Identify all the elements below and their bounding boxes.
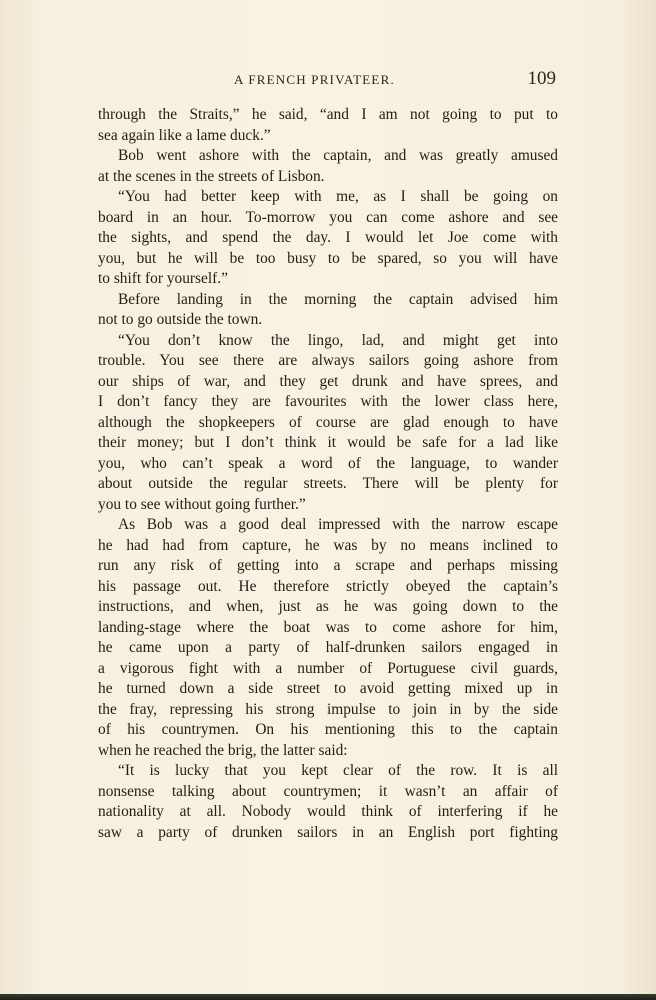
- text-line: the sights, and spend the day. I would let Joe come with: [98, 229, 558, 246]
- text-line: nationality at all. Nobody would think of interfering if he: [98, 803, 558, 820]
- body-text: [98, 105, 558, 843]
- text-line: when he reached the brig, the latter said:: [98, 741, 348, 759]
- running-head: [98, 68, 558, 92]
- text-line: nonsense talking about countrymen; it wasn’t an affair of: [98, 782, 558, 800]
- text-line: board in an hour. To-morrow you can come ashore and see: [98, 208, 558, 226]
- text-line: he turned down a side street to avoid getting mixed up in: [98, 680, 558, 697]
- text-line: Bob went ashore with the captain, and was greatly amused: [118, 147, 558, 164]
- text-line: trouble. You see there are always sailors going ashore from: [98, 352, 558, 369]
- text-line: landing-stage where the boat was to come ashore for him,: [98, 618, 558, 636]
- text-line: through the Straits,” he said, “and I am not going to put to: [98, 106, 558, 123]
- text-line: you to see without going further.”: [98, 495, 306, 513]
- text-line: instructions, and when, just as he was going down to the: [98, 598, 558, 615]
- text-line: a vigorous fight with a number of Portuguese civil guards,: [98, 659, 558, 677]
- text-line: “You don’t know the lingo, lad, and might get into: [118, 331, 558, 349]
- text-line: his passage out. He therefore strictly obeyed the captain’s: [98, 577, 558, 595]
- running-title: A FRENCH PRIVATEER.: [234, 72, 395, 87]
- text-line: “It is lucky that you kept clear of the row. It is all: [118, 762, 558, 779]
- text-line: As Bob was a good deal impressed with the narrow escape: [118, 516, 558, 533]
- text-line: the fray, repressing his strong impulse to join in by the side: [98, 700, 558, 718]
- text-line: Before landing in the morning the captain advised him: [118, 290, 558, 308]
- text-line: to shift for yourself.”: [98, 270, 228, 287]
- text-line: of his countrymen. On his mentioning this to the captain: [98, 721, 558, 738]
- text-line: saw a party of drunken sailors in an English port fighting: [98, 823, 558, 841]
- text-line: not to go outside the town.: [98, 311, 263, 328]
- text-line: run any risk of getting into a scrape and perhaps missing: [98, 557, 558, 574]
- text-line: at the scenes in the streets of Lisbon.: [98, 167, 325, 185]
- text-line: about outside the regular streets. There will be plenty for: [98, 475, 558, 492]
- text-line: you, but he will be too busy to be spared, so you will have: [98, 249, 558, 267]
- text-line: our ships of war, and they get drunk and have sprees, and: [98, 372, 558, 390]
- text-line: he had had from capture, he was by no means inclined to: [98, 536, 558, 554]
- text-line: he came upon a party of half-drunken sailors engaged in: [98, 639, 558, 656]
- scan-edge-border: [0, 994, 656, 1000]
- page-number: 109: [527, 68, 556, 89]
- text-line: you, who can’t speak a word of the language, to wander: [98, 454, 558, 472]
- text-line: their money; but I don’t think it would be safe for a lad like: [98, 434, 558, 451]
- text-line: although the shopkeepers of course are glad enough to have: [98, 413, 558, 431]
- text-line: “You had better keep with me, as I shall be going on: [118, 188, 558, 205]
- text-line: sea again like a lame duck.”: [98, 126, 271, 144]
- text-line: I don’t fancy they are favourites with the lower class here,: [98, 393, 558, 410]
